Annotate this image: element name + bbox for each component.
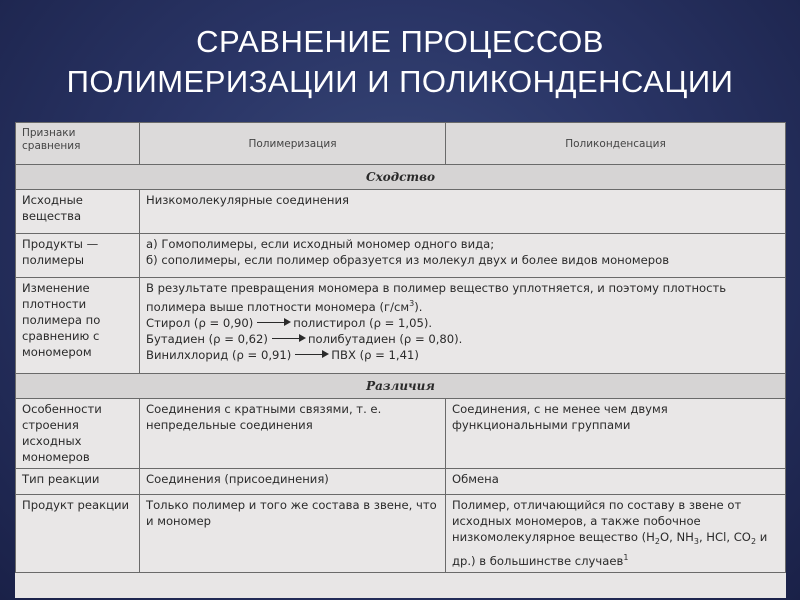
density-intro-text: В результате превращения мономера в полимер вещество уплотняется, и поэтому плотность полимера выше плотности мономера (г/см [146, 281, 727, 314]
comparison-table [15, 122, 786, 573]
table-row [16, 278, 786, 374]
section-heading-differences: Различия [16, 374, 786, 399]
vinyl-line [146, 347, 779, 363]
comparison-table-image [15, 122, 786, 598]
arrow-icon [272, 338, 304, 339]
density-intro-end: ). [414, 300, 423, 314]
row-polycondensation: Обмена [446, 469, 786, 495]
row-polycondensation: Полимер, отличающийся по составу в звене от исходных мономеров, а также побочное низкомолекулярное вещество ($H_2O$, $NH_3$, HCl, $CO_2$ и др.) в большинстве случаев$^1$ [446, 495, 786, 573]
footnote-mark: 1 [623, 553, 629, 562]
row-polymerization: Соединения (присоединения) [140, 469, 446, 495]
section-heading-similarity: Сходство [16, 165, 786, 190]
product-text-start: Полимер, отличающийся по составу в звене от исходных мономеров, а также побочное низкомолекулярное вещество (H [452, 498, 742, 544]
vinyl-left: Винилхлорид (ρ = 0,91) [146, 348, 292, 362]
section-row-differences [16, 374, 786, 399]
table-row [16, 234, 786, 278]
styrene-line [146, 315, 779, 331]
homopolymers-text: а) Гомополимеры, если исходный мономер одного вида; [146, 237, 495, 251]
row-polycondensation: Соединения, с не менее чем двумя функциональными группами [446, 399, 786, 469]
table-row [16, 399, 786, 469]
row-polymerization: Только полимер и того же состава в звене, что и мономер [140, 495, 446, 573]
row-text: Низкомолекулярные соединения [140, 190, 786, 234]
title-line-2: ПОЛИМЕРИЗАЦИИ И ПОЛИКОНДЕНСАЦИИ [66, 64, 734, 99]
row-label: Исходные вещества [16, 190, 140, 234]
table-row [16, 190, 786, 234]
subscript: 2 [654, 537, 660, 546]
butadiene-line [146, 331, 779, 347]
row-label: Изменение плотности полимера по сравнению с мономером [16, 278, 140, 374]
table-row [16, 495, 786, 573]
copolymers-text: б) сополимеры, если полимер образуется из молекул двух и более видов мономеров [146, 253, 670, 267]
header-polymerization: Полимеризация [140, 123, 446, 165]
header-polycondensation: Поликонденсация [446, 123, 786, 165]
density-intro [146, 280, 779, 315]
section-row-similarity [16, 165, 786, 190]
row-polymerization: Соединения с кратными связями, т. е. непредельные соединения [140, 399, 446, 469]
styrene-left: Стирол (ρ = 0,90) [146, 316, 254, 330]
header-criteria: Признаки сравнения [16, 123, 140, 165]
subscript: 3 [693, 537, 699, 546]
butadiene-right: полибутадиен (ρ = 0,80). [307, 332, 463, 346]
table-row [16, 469, 786, 495]
vinyl-right: ПВХ (ρ = 1,41) [331, 348, 419, 362]
product-text-end: и др.) в большинстве случаев [452, 530, 768, 568]
slide-title [0, 22, 800, 102]
row-text [140, 278, 786, 374]
row-label: Продукт реакции [16, 495, 140, 573]
row-text [140, 234, 786, 278]
arrow-icon [295, 354, 327, 355]
superscript-3: 3 [409, 299, 415, 308]
subscript: 2 [750, 537, 757, 546]
row-label: Особенности строения исходных мономеров [16, 399, 140, 469]
arrow-icon [257, 322, 289, 323]
table-header-row [16, 123, 786, 165]
butadiene-left: Бутадиен (ρ = 0,62) [146, 332, 268, 346]
styrene-right: полистирол (ρ = 1,05). [293, 316, 433, 330]
row-label: Тип реакции [16, 469, 140, 495]
row-label: Продукты — полимеры [16, 234, 140, 278]
title-line-1: СРАВНЕНИЕ ПРОЦЕССОВ [196, 24, 604, 59]
